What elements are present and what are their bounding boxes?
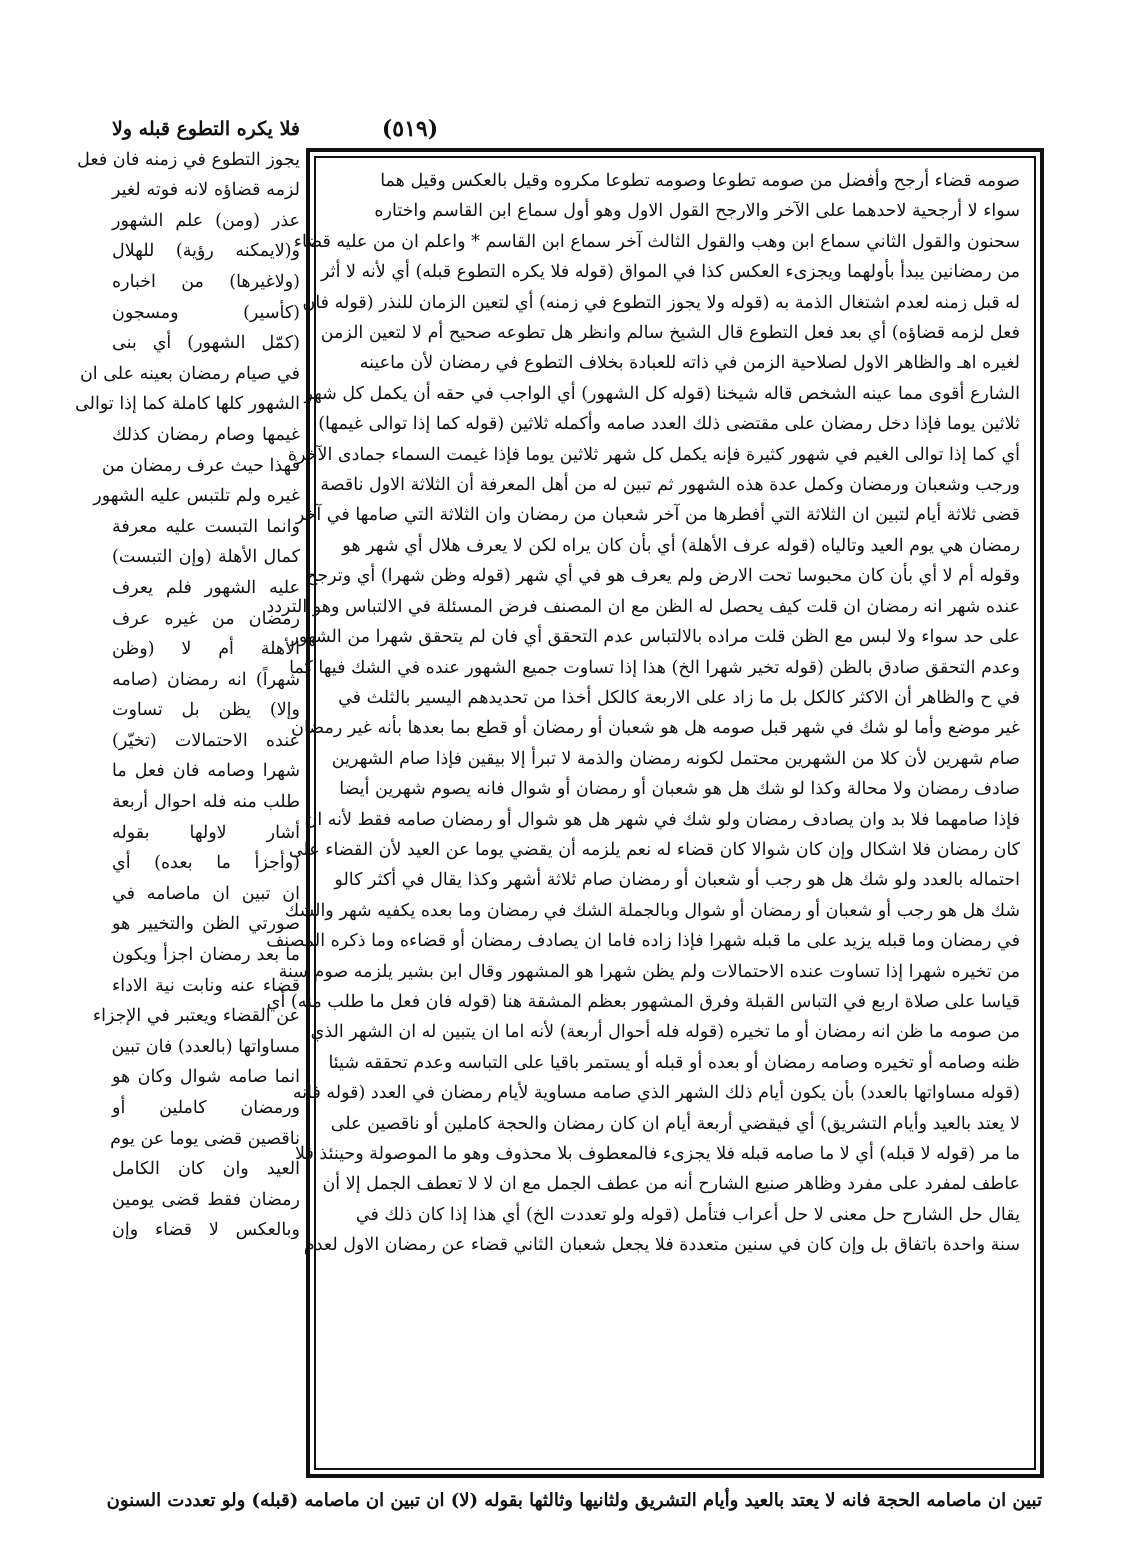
margin-text-line: رمضان فقط قضى يومين <box>112 1189 300 1210</box>
margin-text-line: غيره ولم تلتبس عليه الشهور <box>93 486 300 507</box>
main-text-line: لا يعتد بالعيد وأيام التشريق) أي فيقضي أربعة أيام ان كان رمضان والحجة كاملين أو ناقصين على <box>330 1113 1020 1134</box>
margin-text-line: ما بعد رمضان اجزأ ويكون <box>112 945 300 966</box>
main-text-line: صام شهرين لأن كلا من الشهرين محتمل لكونه رمضان والذمة لا تبرأ إلا بيقين فإذا صام الشهرين <box>331 748 1020 769</box>
main-text-line: في رمضان وما قبله يزيد على ما قبله شهرا فإذا زاده فاما ان يصادف رمضان أو قضاءه وما ذكره المصنف <box>266 931 1020 952</box>
main-text-line: غير موضع وأما لو شك في شهر قبل صومه هل هو شعبان أو رمضان أو قطع بما بعدها بأنه غير رمضان <box>291 718 1020 739</box>
main-text-line: أي كما إذا توالى الغيم في شهور كثيرة فإنه يكمل كل شهر ثلاثين يوما فإذا غيمت السماء جمادى الآخرة <box>287 444 1020 465</box>
bottom-margin-line: تبين ان ماصامه الحجة فانه لا يعتد بالعيد وأيام التشريق ولثانيها وثالثها بقوله (لا) ان تبين ان ماصامه (قبله) ولو تعددت السنون <box>106 1490 1042 1511</box>
margin-text-line: عن القضاء ويعتبر في الإجزاء <box>92 1006 300 1027</box>
main-text-line: ظنه وصامه أو تخيره وصامه رمضان أو بعده أو قبله أو يستمر باقيا على التباسه وعدم تحققه شيئا <box>328 1052 1020 1073</box>
margin-text-line: و(لايمكنه رؤية) للهلال <box>112 241 300 262</box>
main-text-line: ما مر (قوله لا قبله) أي لا ما صامه قبله فلا يجزىء فالمعطوف بلا محذوف وهو ما الموصولة وحينئذ فلا <box>295 1144 1020 1164</box>
margin-text-line: ناقصين قضى يوما عن يوم <box>110 1128 300 1149</box>
main-text-line: من صومه ما ظن انه رمضان أو ما تخيره (قوله فله أحوال أربعة) لأنه اما ان يتبين له ان الشهر الذي <box>310 1022 1020 1043</box>
main-text-line: ورجب وشعبان ورمضان وكمل عدة هذه الشهور ثم تبين له من أهل المعرفة أن الثلاثة الاول ناقصة <box>320 475 1020 496</box>
margin-text-line: شهرا وصامه فان فعل ما <box>112 761 300 782</box>
main-text-line: في ح والظاهر أن الاكثر كالكل بل ما زاد على الاربعة كالكل أخذا من تحديدهم اليسير بالثلث في <box>338 687 1020 708</box>
margin-text-line: قضاء عنه ونابت نية الاداء <box>112 975 300 996</box>
main-text-line: كان رمضان فلا اشكال وإن كان شوالا كان قضاء له نعم يلزمه أن يقضي يوما عن العيد لأن القضاء على <box>288 839 1020 860</box>
main-text-line: صومه قضاء أرجح وأفضل من صومه تطوعا وصومه تطوعا مكروه وقيل بالعكس وقيل هما <box>380 171 1020 191</box>
main-text-line: احتماله بالعدد ولو شك هل هو رجب أو شعبان أو رمضان صام ثلاثة أشهر وكذا يقال في أكثر كالو <box>334 870 1020 891</box>
margin-text-line: طلب منه فله احوال أربعة <box>112 792 300 813</box>
main-text-line: صادف رمضان ولا محالة وكذا لو شك هل هو شعبان أو رمضان أو شوال فانه يصوم شهرين أيضا <box>339 779 1020 800</box>
margin-commentary <box>75 114 300 1486</box>
margin-text-line: فهذا حيث عرف رمضان من <box>101 455 300 476</box>
main-text-line: الشارع أقوى مما عينه الشخص قاله شيخنا (قوله كل الشهور) أي الواجب في حقه أن يكمل كل شهر <box>304 383 1020 404</box>
margin-text-line: الشهور كلها كاملة كما إذا توالى <box>75 394 300 415</box>
margin-text-line: شهراً) انه رمضان (صامه <box>112 669 300 690</box>
main-text-line: وقوله أم لا أي بأن كان محبوسا تحت الارض ولم يعرف هو في أي شهر (قوله وظن شهرا) أي وترجح <box>306 566 1020 587</box>
margin-text-line: ورمضان كاملين أو <box>112 1098 300 1118</box>
main-text-line: لغيره اهـ والظاهر الاول لصلاحية الزمن في ذاته للعبادة بخلاف التطوع في رمضان لأن ماعينه <box>359 353 1020 374</box>
margin-text-line: عليه الشهور فلم يعرف <box>112 577 300 598</box>
margin-text-line: انما صامه شوال وكان هو <box>112 1067 300 1088</box>
main-text-line: فإذا صامهما فلا بد وان يصادف رمضان ولو شك في شهر هل هو شوال أو رمضان صامه فقط لأنه ان <box>304 809 1020 830</box>
margin-text-line: لزمه قضاؤه لانه فوته لغير <box>112 180 300 201</box>
margin-text-line: صورتي الظن والتخيير هو <box>112 914 300 935</box>
margin-text-line: وإلا) يظن بل تساوت <box>112 700 300 721</box>
margin-text-line: عنده الاحتمالات (تخيّر) <box>112 730 300 751</box>
margin-text-line: في صيام رمضان بعينه على ان <box>79 363 300 384</box>
margin-text-line: كمال الأهلة (وإن التبست) <box>112 547 300 568</box>
main-text-line: رمضان هي يوم العيد وتالياه (قوله عرف الأهلة) أي بأن كان يراه لكن لا يعرف هلال أي شهر هو <box>342 535 1020 556</box>
margin-text-line: ان تبين ان ماصامه في <box>112 883 300 904</box>
margin-text-line: وانما التبست عليه معرفة <box>112 516 300 537</box>
margin-text-line: (ولاغيرها) من اخباره <box>112 271 300 292</box>
main-text-line: قياسا على صلاة اربع في التباس القبلة وفرق المشهور بعظم المشقة هنا (قوله فان فعل ما طلب منه) أي <box>266 991 1020 1012</box>
main-text-line: عاطف لمفرد على مفرد وظاهر صنيع الشارح أنه من عطف الجمل مع ان لا لا تعطف الجمل إلا أن <box>322 1174 1020 1195</box>
main-text-line: سواء لا أرجحية لاحدهما على الآخر والارجح القول الاول وهو أول سماع ابن القاسم واختاره <box>374 201 1020 222</box>
main-text-line: من تخيره شهرا إذا تساوت عنده الاحتمالات ولم يظن شهرا هو المشهور وقال ابن بشير يلزمه صوم سنة <box>278 961 1020 982</box>
main-text-line: يقال حل الشارح حل معنى لا حل أعراب فتأمل (قوله ولو تعددت الخ) أي هذا إذا كان ذلك في <box>355 1204 1020 1225</box>
main-text-frame <box>266 148 1044 1478</box>
main-text-line: سنة واحدة باتفاق بل وإن كان في سنين متعددة فلا يجعل شعبان الثاني قضاء عن رمضان الاول لعدم <box>303 1235 1020 1256</box>
main-text-line: سحنون والقول الثاني سماع ابن وهب والقول الثالث آخر سماع ابن القاسم * واعلم ان من عليه قضاء <box>293 231 1020 252</box>
margin-text-line: وبالعكس لا قضاء وإن <box>112 1220 300 1241</box>
main-commentary <box>266 166 1020 1261</box>
margin-text-line: الأهلة أم لا (وظن <box>112 639 300 660</box>
margin-text-line: العيد وان كان الكامل <box>112 1159 300 1180</box>
margin-text-line: (كمّل الشهور) أي بنى <box>112 333 300 354</box>
main-text-line: (قوله مساواتها بالعدد) بأن يكون أيام ذلك الشهر الذي صامه مساوية لأيام رمضان في العدد (قوله فانه <box>292 1083 1020 1104</box>
main-text-frame-inner <box>266 156 1036 1470</box>
main-text-line: عنده شهر انه رمضان ان قلت كيف يحصل له الظن مع ان المصنف فرض المسئلة في الالتباس وهو التردد <box>266 596 1020 617</box>
main-text-line: وعدم التحقق صادق بالظن (قوله تخير شهرا الخ) هذا إذا تساوت جميع الشهور عنده في الشك فيها كما <box>289 657 1020 678</box>
margin-text-line: رمضان من غيره عرف <box>112 608 300 629</box>
main-text-line: شك هل هو رجب أو شعبان أو رمضان أو شوال وبالجملة الشك في رمضان وما بعده يكفيه شهر والشك <box>284 900 1020 921</box>
main-text-line: له قبل زمنه لعدم اشتغال الذمة به (قوله ولا يجوز التطوع في زمنه) أي لتعين الزمان للنذر (قوله فان <box>302 292 1020 313</box>
main-text-line: على حد سواء ولا لبس مع الظن قلت مراده بالالتباس عدم التحقق أي فان لم يتحقق شهرا من الشهور <box>290 627 1020 648</box>
margin-text-line: غيمها وصام رمضان كذلك <box>112 424 300 445</box>
main-text-line: فعل لزمه قضاؤه) أي بعد فعل التطوع قال الشيخ سالم وانظر هل تطوعه صحيح أم لا لتعين الزمن <box>320 323 1020 344</box>
margin-text-line: (كأسير) ومسجون <box>112 302 300 323</box>
main-text-line: ثلاثين يوما فإذا دخل رمضان على مقتضى ذلك العدد صامه وأكمله ثلاثين (قوله كما إذا توالى غيمها) <box>318 414 1020 435</box>
page-number: (٥١٩) <box>381 116 439 142</box>
main-text-line: من رمضانين يبدأ بأولهما ويجزىء العكس كذا في المواق (قوله فلا يكره التطوع قبله) أي لأنه لا أثر <box>321 262 1020 283</box>
main-text-line: قضى ثلاثة أيام لتبين ان الثلاثة التي أفطرها من آخر شعبان من رمضان وان الثلاثة التي صامها في آخر <box>295 505 1020 526</box>
margin-text-line: أشار لاولها بقوله <box>112 822 300 843</box>
margin-text-line: يجوز التطوع في زمنه فان فعل <box>77 149 300 170</box>
margin-text-line: مساواتها (بالعدد) فان تبين <box>111 1036 300 1057</box>
margin-text-line: عذر (ومن) علم الشهور <box>112 210 300 231</box>
margin-text-line: (وأجزأ ما بعده) أي <box>112 853 300 874</box>
margin-text-line: فلا يكره التطوع قبله ولا <box>112 118 300 140</box>
